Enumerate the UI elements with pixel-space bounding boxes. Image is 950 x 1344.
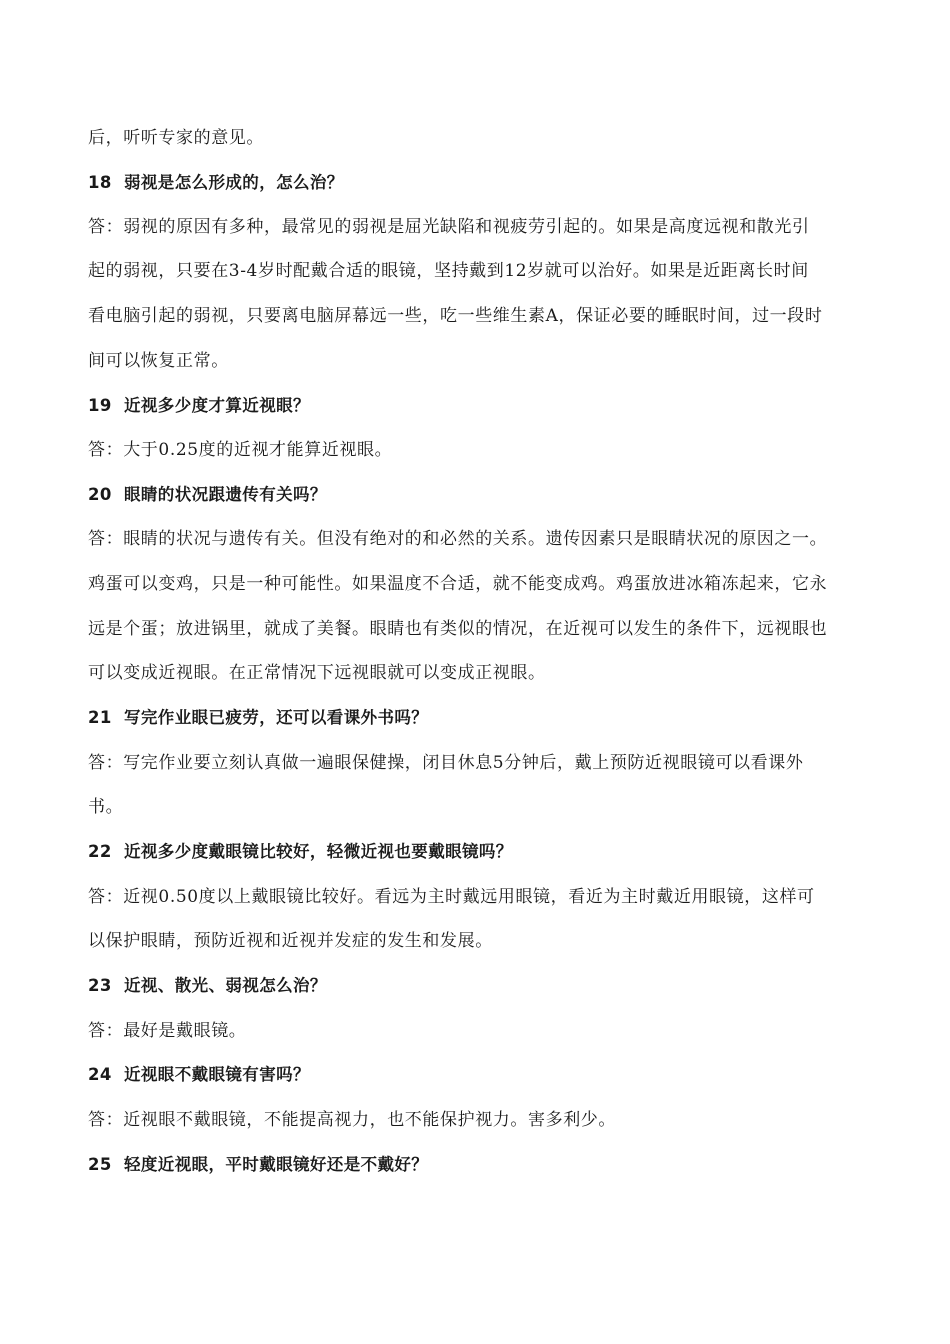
question-24 [88, 1063, 868, 1087]
question-text: 近视、散光、弱视怎么治？ [124, 976, 327, 995]
question-number: 18 [88, 173, 112, 192]
answer-line: 答：弱视的原因有多种，最常见的弱视是屈光缺陷和视疲劳引起的。如果是高度远视和散光引 [88, 217, 810, 237]
question-text: 近视多少度戴眼镜比较好，轻微近视也要戴眼镜吗？ [124, 842, 513, 861]
answer-line: 答：近视眼不戴眼镜，不能提高视力，也不能保护视力。害多利少。 [88, 1110, 616, 1130]
question-text: 近视多少度才算近视眼？ [124, 396, 310, 415]
question-18 [88, 171, 868, 195]
question-text: 写完作业眼已疲劳，还可以看课外书吗？ [124, 708, 429, 727]
question-text: 弱视是怎么形成的，怎么治？ [124, 173, 344, 192]
question-number: 21 [88, 708, 112, 727]
answer-line: 答：最好是戴眼镜。 [88, 1021, 247, 1041]
intro-text: 后，听听专家的意见。 [88, 128, 264, 148]
answer-line: 看电脑引起的弱视，只要离电脑屏幕远一些，吃一些维生素A，保证必要的睡眠时间，过一段时 [88, 306, 823, 326]
answer-line: 书。 [88, 797, 124, 817]
question-21 [88, 706, 868, 730]
answer-line: 远是个蛋；放进锅里，就成了美餐。眼睛也有类似的情况，在近视可以发生的条件下，远视眼也 [88, 619, 828, 639]
question-number: 24 [88, 1065, 112, 1084]
question-number: 22 [88, 842, 112, 861]
answer-line: 答：眼睛的状况与遗传有关。但没有绝对的和必然的关系。遗传因素只是眼睛状况的原因之一。 [88, 529, 828, 549]
answer-line: 鸡蛋可以变鸡，只是一种可能性。如果温度不合适，就不能变成鸡。鸡蛋放进冰箱冻起来，它永 [88, 574, 828, 594]
question-19 [88, 394, 868, 418]
answer-line: 可以变成近视眼。在正常情况下远视眼就可以变成正视眼。 [88, 663, 546, 683]
question-25 [88, 1153, 868, 1177]
question-20 [88, 483, 868, 507]
question-number: 23 [88, 976, 112, 995]
question-text: 眼睛的状况跟遗传有关吗？ [124, 485, 327, 504]
answer-line: 答：近视0.50度以上戴眼镜比较好。看远为主时戴远用眼镜，看近为主时戴近用眼镜，这样可 [88, 887, 815, 907]
answer-line: 以保护眼睛，预防近视和近视并发症的发生和发展。 [88, 931, 493, 951]
question-text: 轻度近视眼，平时戴眼镜好还是不戴好？ [124, 1155, 429, 1174]
answer-line: 答：写完作业要立刻认真做一遍眼保健操，闭目休息5分钟后，戴上预防近视眼镜可以看课外 [88, 753, 804, 773]
question-text: 近视眼不戴眼镜有害吗？ [124, 1065, 310, 1084]
answer-line: 间可以恢复正常。 [88, 351, 229, 371]
answer-line: 起的弱视，只要在3-4岁时配戴合适的眼镜，坚持戴到12岁就可以治好。如果是近距离长时间 [88, 261, 809, 281]
answer-line: 答：大于0.25度的近视才能算近视眼。 [88, 440, 393, 460]
question-number: 19 [88, 396, 112, 415]
question-23 [88, 974, 868, 998]
question-number: 20 [88, 485, 112, 504]
question-number: 25 [88, 1155, 112, 1174]
question-22 [88, 840, 868, 864]
